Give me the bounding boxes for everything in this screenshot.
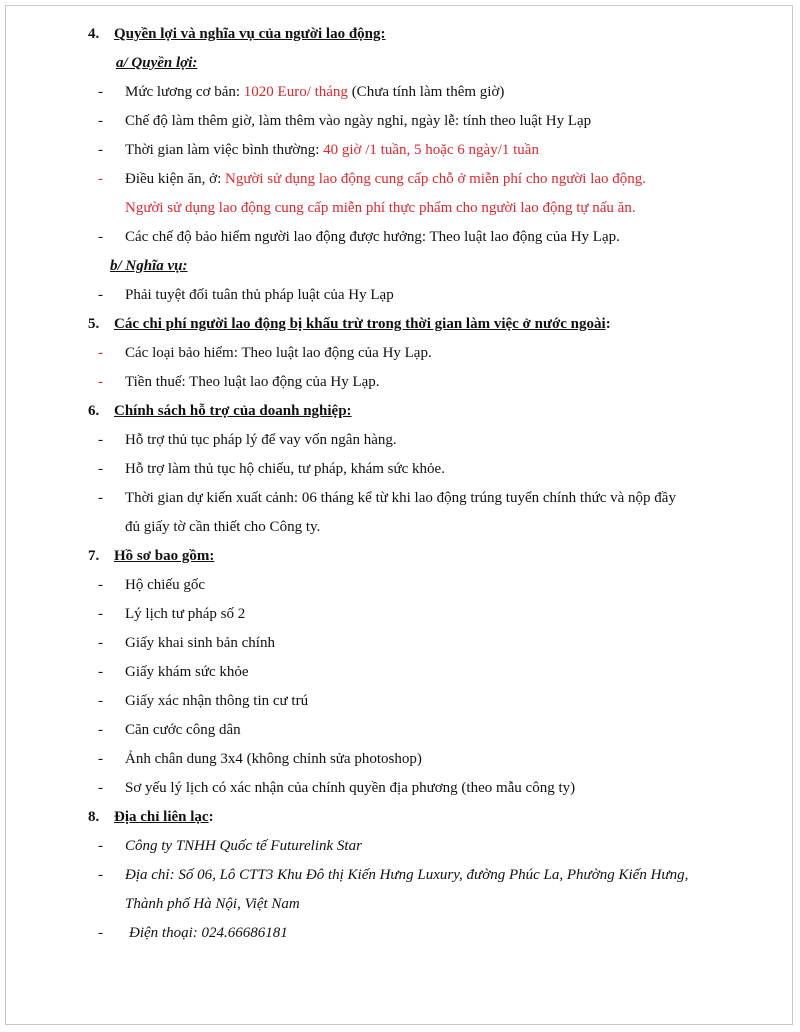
section-6-heading bbox=[88, 403, 352, 420]
list-item: - Ảnh chân dung 3x4 (không chỉnh sửa photoshop) bbox=[98, 751, 422, 767]
list-item: - Căn cước công dân bbox=[98, 722, 241, 738]
list-item: - Chế độ làm thêm giờ, làm thêm vào ngày nghỉ, ngày lễ: tính theo luật Hy Lạp bbox=[98, 113, 592, 129]
list-item bbox=[98, 925, 288, 942]
dash-marker: - bbox=[98, 113, 103, 129]
section-6-title: Chính sách hỗ trợ của doanh nghiệp: bbox=[114, 403, 352, 419]
section-8-title: Địa chỉ liên lạc bbox=[114, 809, 209, 825]
salary-value: 1020 Euro/ tháng bbox=[243, 84, 348, 100]
dash-marker: - bbox=[98, 722, 103, 738]
dash-marker: - bbox=[98, 432, 103, 448]
section-6-number: 6. bbox=[88, 403, 100, 419]
company-name: Công ty TNHH Quốc tế Futurelink Star bbox=[125, 838, 362, 854]
accommodation-value: Người sử dụng lao động cung cấp chỗ ở miễn phí cho người lao động. bbox=[225, 171, 647, 187]
company-phone: Điện thoại: 024.66686181 bbox=[129, 925, 288, 941]
document-page bbox=[5, 5, 793, 1025]
list-item: - Giấy xác nhận thông tin cư trú bbox=[98, 693, 309, 709]
section-4-title: Quyền lợi và nghĩa vụ của người lao động: bbox=[114, 26, 386, 42]
section-4-number: 4. bbox=[88, 26, 100, 42]
list-item-continuation: đủ giấy tờ cần thiết cho Công ty. bbox=[125, 519, 321, 535]
list-item: - Mức lương cơ bản: 1020 Euro/ tháng (Chưa tính làm thêm giờ) bbox=[98, 84, 505, 100]
section-8-number: 8. bbox=[88, 809, 100, 825]
section-5-heading: 5. Các chi phí người lao động bị khấu trừ trong thời gian làm việc ở nước ngoài: bbox=[88, 316, 611, 332]
section-7-title: Hồ sơ bao gồm: bbox=[114, 548, 215, 564]
dash-marker: - bbox=[98, 577, 103, 593]
list-item: - Điều kiện ăn, ở: Người sử dụng lao động cung cấp chỗ ở miễn phí cho người lao động. bbox=[98, 171, 647, 187]
section-4-heading bbox=[88, 26, 386, 43]
section-5-title: Các chi phí người lao động bị khấu trừ trong thời gian làm việc ở nước ngoài bbox=[114, 316, 606, 332]
section-7-number: 7. bbox=[88, 548, 100, 564]
dash-marker: - bbox=[98, 838, 103, 854]
dash-marker: - bbox=[98, 693, 103, 709]
section-7-heading bbox=[88, 548, 214, 565]
dash-marker: - bbox=[98, 490, 103, 506]
list-item: - Tiền thuế: Theo luật lao động của Hy Lạp. bbox=[98, 374, 380, 390]
list-item: - Thời gian dự kiến xuất cảnh: 06 tháng kể từ khi lao động trúng tuyển chính thức và nộp đầy bbox=[98, 490, 676, 506]
list-item: - Lý lịch tư pháp số 2 bbox=[98, 606, 246, 622]
list-item: - Hỗ trợ làm thủ tục hộ chiếu, tư pháp, khám sức khỏe. bbox=[98, 461, 445, 477]
company-address: Địa chỉ: Số 06, Lô CTT3 Khu Đô thị Kiến Hưng Luxury, đường Phúc La, Phường Kiến Hưng, bbox=[125, 867, 689, 883]
dash-marker: - bbox=[98, 606, 103, 622]
dash-marker: - bbox=[98, 84, 103, 100]
accommodation-continuation: Người sử dụng lao động cung cấp miễn phí thực phẩm cho người lao động tự nấu ăn. bbox=[125, 200, 636, 216]
dash-marker: - bbox=[98, 142, 103, 158]
address-continuation: Thành phố Hà Nội, Việt Nam bbox=[125, 896, 300, 912]
dash-marker: - bbox=[98, 461, 103, 477]
section-4a-subtitle: a/ Quyền lợi: bbox=[116, 55, 198, 71]
list-item: - Thời gian làm việc bình thường: 40 giờ /1 tuần, 5 hoặc 6 ngày/1 tuần bbox=[98, 142, 539, 158]
section-4b-subtitle: b/ Nghĩa vụ: bbox=[110, 258, 188, 274]
list-item bbox=[98, 867, 688, 884]
dash-marker: - bbox=[98, 171, 103, 187]
list-item: - Các chế độ bảo hiểm người lao động được hưởng: Theo luật lao động của Hy Lạp. bbox=[98, 229, 620, 245]
section-8-heading: 8. Địa chỉ liên lạc: bbox=[88, 809, 214, 825]
list-item: - Phải tuyệt đối tuân thủ pháp luật của Hy Lạp bbox=[98, 287, 394, 303]
dash-marker: - bbox=[98, 664, 103, 680]
dash-marker: - bbox=[98, 345, 103, 361]
dash-marker: - bbox=[98, 374, 103, 390]
working-hours-value: 40 giờ /1 tuần, 5 hoặc 6 ngày/1 tuần bbox=[323, 142, 539, 158]
dash-marker: - bbox=[98, 287, 103, 303]
list-item: - Hộ chiếu gốc bbox=[98, 577, 205, 593]
dash-marker: - bbox=[98, 867, 103, 883]
section-5-number: 5. bbox=[88, 316, 100, 332]
dash-marker: - bbox=[98, 229, 103, 245]
dash-marker: - bbox=[98, 635, 103, 651]
dash-marker: - bbox=[98, 751, 103, 767]
list-item: - Các loại bảo hiểm: Theo luật lao động của Hy Lạp. bbox=[98, 345, 432, 361]
list-item: - Giấy khám sức khỏe bbox=[98, 664, 249, 680]
list-item bbox=[98, 838, 362, 855]
dash-marker: - bbox=[98, 925, 103, 941]
list-item: - Hỗ trợ thủ tục pháp lý để vay vốn ngân hàng. bbox=[98, 432, 397, 448]
dash-marker: - bbox=[98, 780, 103, 796]
list-item: - Giấy khai sinh bản chính bbox=[98, 635, 275, 651]
list-item: - Sơ yếu lý lịch có xác nhận của chính quyền địa phương (theo mẫu công ty) bbox=[98, 780, 576, 796]
